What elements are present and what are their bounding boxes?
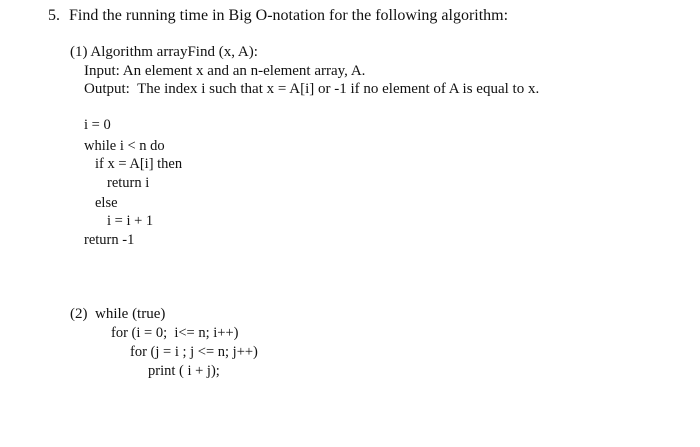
code-line: i = 0	[84, 117, 111, 133]
question-number: 5.	[48, 7, 60, 24]
part2-heading: (2) while (true)	[70, 306, 166, 322]
code-line: return i	[107, 175, 150, 191]
question-title	[48, 8, 508, 24]
code-line: while i < n do	[84, 138, 165, 154]
code-line: return -1	[84, 232, 135, 248]
part1-heading: (1) Algorithm arrayFind (x, A):	[70, 44, 258, 60]
code-line: for (i = 0; i<= n; i++)	[111, 325, 239, 341]
question-text: Find the running time in Big O-notation for the following algorithm:	[69, 7, 509, 24]
part1-output-description: Output: The index i such that x = A[i] or -1 if no element of A is equal to x.	[84, 81, 540, 97]
code-line: for (j = i ; j <= n; j++)	[130, 344, 258, 360]
code-line: if x = A[i] then	[95, 156, 183, 172]
code-line: print ( i + j);	[148, 363, 220, 379]
part1-input-description: Input: An element x and an n-element array, A.	[84, 63, 366, 79]
code-line: else	[95, 195, 118, 211]
code-line: i = i + 1	[107, 213, 154, 229]
